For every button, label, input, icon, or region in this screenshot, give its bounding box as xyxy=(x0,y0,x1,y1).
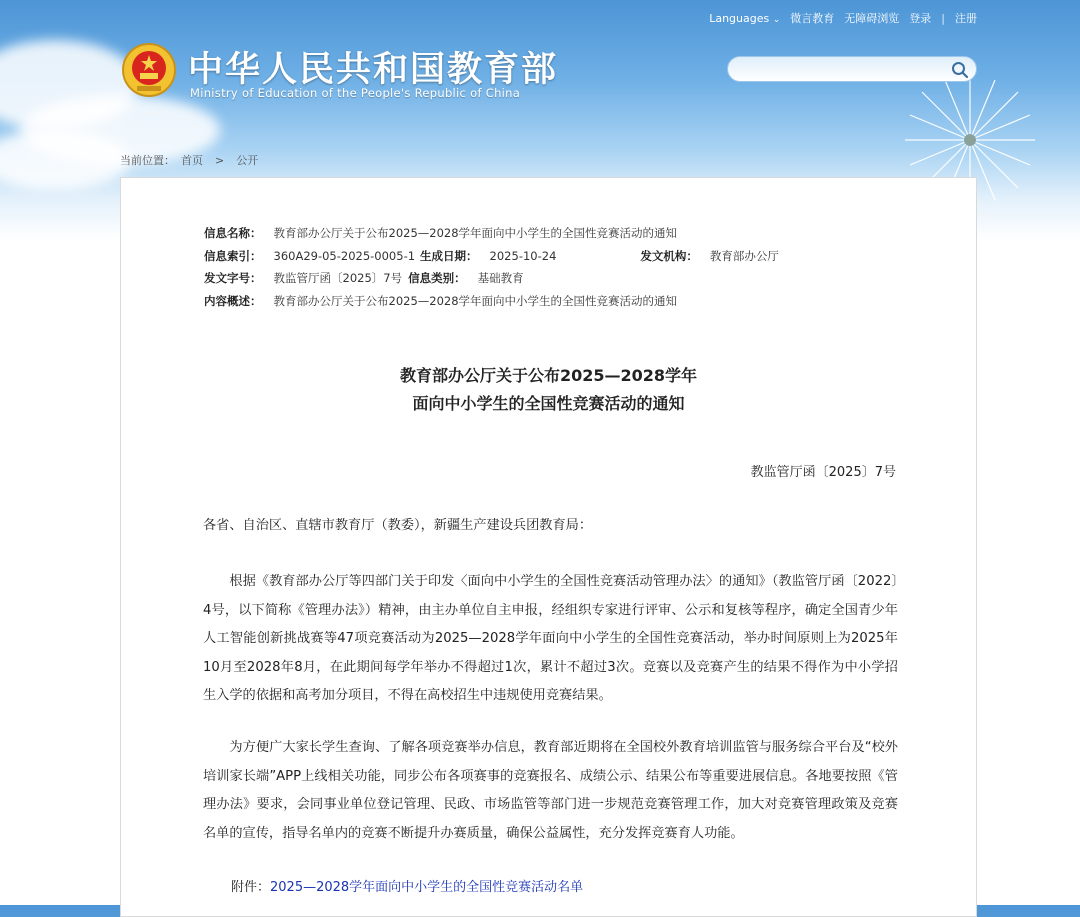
site-subtitle: Ministry of Education of the People's Republic of China xyxy=(190,86,521,100)
meta-value: 2025-10-24 xyxy=(489,248,557,263)
attachment-label: 附件： xyxy=(231,880,271,895)
meta-value: 教育部办公厅关于公布2025—2028学年面向中小学生的全国性竞赛活动的通知 xyxy=(273,226,678,240)
meta-value: 教监管厅函〔2025〕7号 xyxy=(273,271,403,285)
meta-row-name xyxy=(204,222,789,245)
login-link[interactable]: 登录 xyxy=(909,12,932,25)
body-paragraph: 为方便广大家长学生查询、了解各项竞赛举办信息，教育部近期将在全国校外教育培训监管与服务综合平台及“校外培训家长端”APP上线相关功能，同步公布各项赛事的竞赛报名、成绩公示、结果公布等重要进展信息。各地要按照《管理办法》要求，会同事业单位登记管理、民政、市场监管等部门进一步规范竞赛管理工作，加大对竞赛管理政策及竞赛名单的宣传，指导名单内的竞赛不断提升办赛质量，确保公益属性，充分发挥竞赛育人功能。 xyxy=(203,740,898,841)
register-link[interactable]: 注册 xyxy=(955,12,977,25)
chevron-down-icon: ⌄ xyxy=(772,14,781,25)
meta-row-summary xyxy=(204,290,789,313)
national-emblem-icon[interactable] xyxy=(121,42,177,98)
meta-label: 发文字号： xyxy=(204,271,262,285)
breadcrumb-current[interactable]: 公开 xyxy=(236,154,259,167)
breadcrumb xyxy=(120,152,258,168)
nav-divider: | xyxy=(941,11,945,25)
meta-label: 发文机构： xyxy=(640,248,698,263)
meta-value: 教育部办公厅关于公布2025—2028学年面向中小学生的全国性竞赛活动的通知 xyxy=(273,293,678,308)
document-number: 教监管厅函〔2025〕7号 xyxy=(750,465,896,480)
search-input[interactable] xyxy=(738,57,952,81)
accessibility-link[interactable]: 无障碍浏览 xyxy=(844,12,900,25)
document-title-line: 教育部办公厅关于公布2025—2028学年 xyxy=(399,366,698,385)
search-icon[interactable] xyxy=(950,60,970,80)
document-title-line: 面向中小学生的全国性竞赛活动的通知 xyxy=(412,394,685,413)
attachment-link[interactable]: 2025—2028学年面向中小学生的全国性竞赛活动名单 xyxy=(270,880,584,895)
meta-value: 基础教育 xyxy=(477,271,524,285)
meta-label: 生成日期： xyxy=(420,248,478,263)
languages-menu[interactable]: Languages ⌄ xyxy=(709,11,781,25)
document-title xyxy=(121,362,976,418)
weibo-link[interactable]: 微言教育 xyxy=(790,12,835,25)
breadcrumb-home[interactable]: 首页 xyxy=(181,154,203,167)
attachment xyxy=(231,876,583,895)
salutation: 各省、自治区、直辖市教育厅（教委），新疆生产建设兵团教育局： xyxy=(203,518,593,533)
meta-value: 教育部办公厅 xyxy=(709,248,779,263)
meta-value: 360A29-05-2025-0005-1 xyxy=(273,248,416,263)
content-panel xyxy=(120,177,977,917)
cloud-decoration xyxy=(0,130,130,190)
search-box xyxy=(727,56,977,82)
info-metadata xyxy=(204,222,789,312)
breadcrumb-prefix: 当前位置： xyxy=(120,154,175,167)
meta-label: 信息类别： xyxy=(408,271,466,285)
breadcrumb-separator: > xyxy=(215,153,225,167)
meta-label: 内容概述： xyxy=(204,293,262,308)
meta-row-docno xyxy=(204,267,789,290)
meta-label: 信息索引： xyxy=(204,248,262,263)
site-title[interactable]: 中华人民共和国教育部 xyxy=(188,50,559,90)
meta-label: 信息名称： xyxy=(204,226,262,240)
meta-row-index xyxy=(204,245,789,268)
body-paragraph: 根据《教育部办公厅等四部门关于印发〈面向中小学生的全国性竞赛活动管理办法〉的通知》（教监管厅函〔2022〕4号，以下简称《管理办法》）精神，由主办单位自主申报，经组织专家进行评审、公示和复核等程序，确定全国青少年人工智能创新挑战赛等47项竞赛活动为2025—2028学年面向中小学生的全国性竞赛活动，举办时间原则上为2025年10月至2028年8月，在此期间每学年举办不得超过1次，累计不超过3次。竞赛以及竞赛产生的结果不得作为中小学招生入学的依据和高考加分项目，不得在高校招生中违规使用竞赛结果。 xyxy=(203,574,898,703)
top-nav xyxy=(709,10,977,26)
